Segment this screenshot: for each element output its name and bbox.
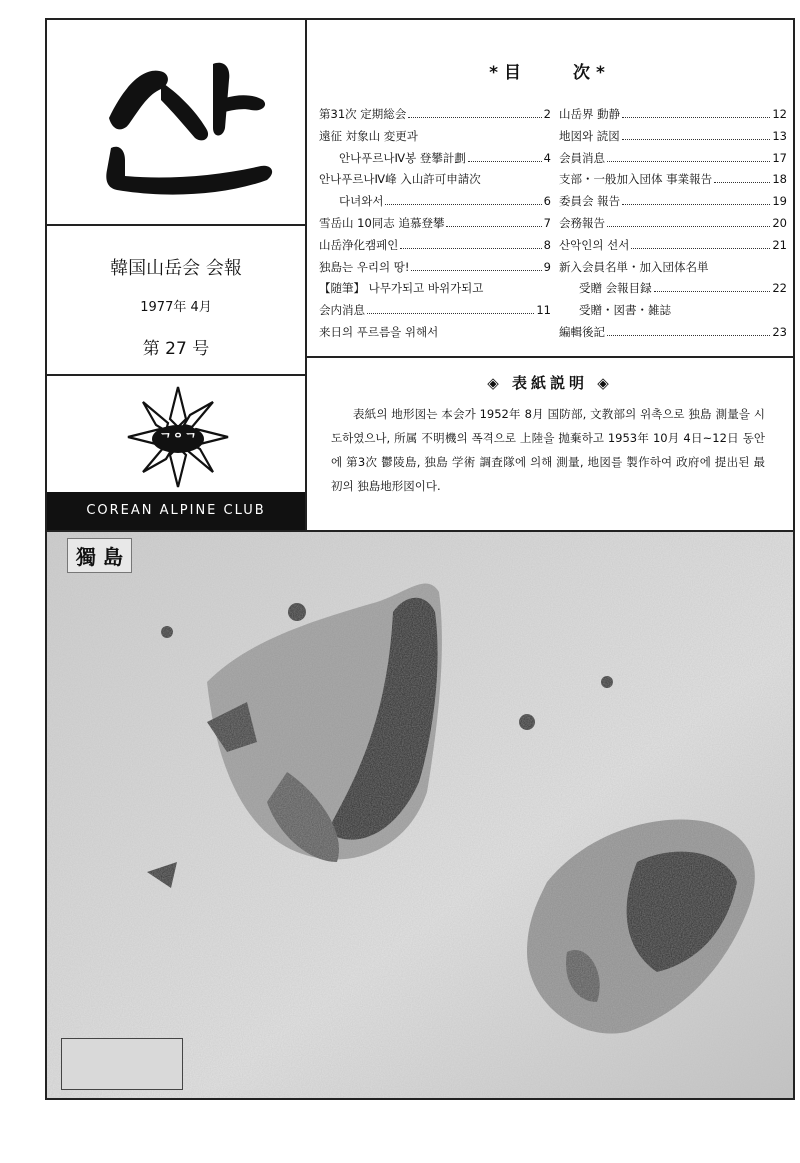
toc-right-column [559, 104, 787, 344]
toc-leader-dots [622, 204, 770, 205]
toc-leader-dots [714, 182, 770, 183]
toc-entry-page: 17 [772, 150, 787, 165]
toc-entry-title: 受贈 会報目録 [579, 281, 652, 296]
table-of-contents [305, 18, 795, 358]
toc-leader-dots [607, 226, 770, 227]
toc-entry-page: 18 [772, 172, 787, 187]
toc-leader-dots [385, 204, 541, 205]
club-name-bar: COREAN ALPINE CLUB [47, 492, 305, 530]
toc-entry [559, 148, 787, 170]
toc-entry-title: 地図와 読図 [559, 128, 620, 143]
map-title-label: 獨 島 [67, 538, 132, 573]
toc-entry [559, 126, 787, 148]
toc-leader-dots [367, 313, 534, 314]
toc-entry-page: 23 [772, 324, 787, 339]
toc-leader-dots [607, 161, 770, 162]
toc-entry-page: 2 [543, 107, 551, 121]
toc-title: *目 次* [489, 63, 611, 83]
toc-entry-title: 会務報告 [559, 215, 605, 230]
svg-text:ᄀᄋᄀ: ᄀᄋᄀ [159, 433, 197, 448]
map-legend-box [61, 1038, 183, 1090]
edelweiss-emblem-icon [123, 382, 233, 492]
issue-date: 1977年 4月 [140, 300, 212, 315]
toc-entry [319, 169, 551, 191]
toc-leader-dots [400, 248, 541, 249]
toc-entry-title: 新入会員名単・加入団体名単 [559, 259, 709, 274]
toc-entry [559, 257, 787, 279]
toc-entry-title: 会内消息 [319, 303, 365, 318]
toc-entry [559, 169, 787, 191]
toc-entry-title: 산악인의 선서 [559, 237, 630, 252]
club-emblem-box [45, 374, 307, 532]
toc-entry [319, 191, 551, 213]
toc-entry-title: 来日의 푸르름을 위해서 [319, 324, 439, 339]
cover-description [305, 356, 795, 532]
toc-entry-title: 山岳界 動静 [559, 107, 621, 121]
toc-entry [319, 148, 551, 170]
toc-entry [319, 213, 551, 235]
toc-entry-page: 7 [543, 215, 551, 230]
toc-entry [319, 300, 551, 322]
toc-leader-dots [607, 335, 770, 336]
toc-entry [559, 300, 787, 322]
toc-entry-title: 雪岳山 10同志 追慕登攀 [319, 215, 445, 230]
toc-leader-dots [446, 226, 541, 227]
issue-number: 第 27 号 [142, 339, 210, 359]
toc-entry-title: 委員会 報告 [559, 194, 621, 209]
toc-leader-dots [622, 117, 770, 118]
toc-entry-title: 独島는 우리의 땅! [319, 259, 410, 274]
toc-entry-page: 4 [543, 150, 551, 165]
toc-entry [559, 278, 787, 300]
diamond-icon: ◈ [588, 374, 613, 392]
toc-entry-page: 11 [536, 303, 551, 318]
toc-leader-dots [411, 270, 541, 271]
toc-left-column [319, 104, 551, 344]
toc-leader-dots [631, 248, 770, 249]
toc-entry-page: 20 [772, 215, 787, 230]
toc-entry [319, 278, 551, 300]
toc-entry-title: 【随筆】 나무가되고 바위가되고 [319, 281, 484, 296]
toc-entry-page: 13 [772, 128, 787, 143]
toc-entry [319, 235, 551, 257]
toc-entry-page: 9 [543, 259, 551, 274]
toc-entry [319, 257, 551, 279]
toc-entry [319, 104, 551, 126]
toc-leader-dots [408, 117, 541, 118]
toc-entry-page: 19 [772, 194, 787, 209]
toc-leader-dots [622, 139, 771, 140]
bulletin-info-box [45, 224, 307, 376]
toc-entry [559, 213, 787, 235]
toc-entry-title: 山岳浄化캠페인 [319, 237, 399, 252]
masthead-logo-box [45, 18, 307, 226]
cover-body-text: 表紙의 地形図는 本会가 1952年 8月 国防部, 文教部의 위촉으로 独島 測量을 시도하였으나, 所属 不明機의 폭격으로 上陸을 抛棄하고 1953年 10月 4日~12日 동안에 第3次 鬱陵島, 独島 学術 調査隊에 의해 測量, 地図를 製作하여 政府에 提出된 最初의 独島地形図이다. [331, 407, 765, 493]
bulletin-title: 韓国山岳会 会報 [110, 258, 242, 279]
toc-entry [559, 191, 787, 213]
toc-entry-title: 다녀와서 [339, 194, 384, 209]
toc-entry-page: 6 [543, 194, 551, 209]
toc-entry-title: 会員消息 [559, 150, 605, 165]
toc-entry-title: 第31次 定期総会 [319, 107, 407, 121]
island-map-image [47, 532, 793, 1098]
cover-title-text: 表紙説明 [511, 374, 588, 392]
toc-entry [559, 322, 787, 344]
toc-entry-page: 8 [543, 237, 551, 252]
toc-entry-title: 受贈・図書・雑誌 [579, 303, 671, 318]
toc-entry-title: 안나푸르나Ⅳ봉 登攀計劃 [339, 150, 466, 165]
diamond-icon: ◈ [487, 374, 512, 392]
toc-entry-title: 안나푸르나Ⅳ峰 入山許可申請次 [319, 172, 481, 187]
toc-entry-page: 21 [772, 237, 787, 252]
toc-entry [559, 104, 787, 126]
san-logo [47, 20, 305, 224]
toc-leader-dots [654, 291, 771, 292]
cover-title [307, 372, 793, 393]
toc-entry [319, 322, 551, 344]
toc-entry-title: 編輯後記 [559, 324, 605, 339]
toc-entry [319, 126, 551, 148]
dokdo-map-image [45, 530, 795, 1100]
toc-entry-page: 22 [772, 281, 787, 296]
toc-entry [559, 235, 787, 257]
toc-leader-dots [468, 161, 542, 162]
toc-entry-title: 支部・一般加入団体 事業報告 [559, 172, 713, 187]
toc-entry-title: 遠征 対象山 変更과 [319, 128, 418, 143]
toc-entry-page: 12 [772, 107, 787, 121]
